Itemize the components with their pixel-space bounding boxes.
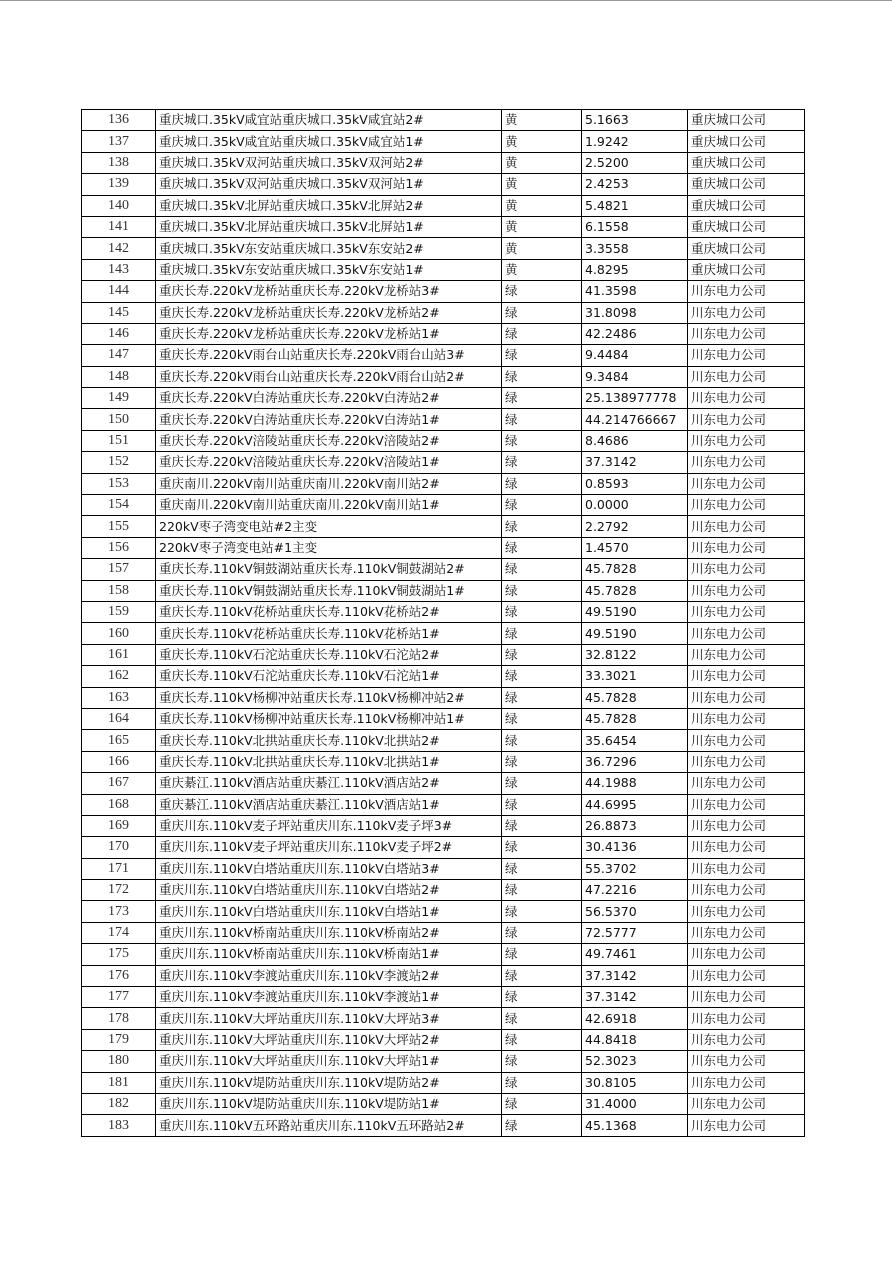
value-cell: 35.6454 [582, 730, 688, 751]
value-cell: 56.5370 [582, 901, 688, 922]
substation-name-cell: 重庆长寿.220kV白涛站重庆长寿.220kV白涛站2# [156, 388, 502, 409]
status-color-cell: 绿 [502, 388, 582, 409]
substation-name-cell: 重庆川东.110kV李渡站重庆川东.110kV李渡站2# [156, 965, 502, 986]
substation-name-cell: 重庆川东.110kV李渡站重庆川东.110kV李渡站1# [156, 987, 502, 1008]
company-cell: 川东电力公司 [688, 666, 805, 687]
substation-name-cell: 重庆城口.35kV双河站重庆城口.35kV双河站2# [156, 152, 502, 173]
company-cell: 重庆城口公司 [688, 238, 805, 259]
value-cell: 37.3142 [582, 452, 688, 473]
company-cell: 川东电力公司 [688, 366, 805, 387]
row-number-cell: 163 [82, 687, 156, 708]
company-cell: 川东电力公司 [688, 302, 805, 323]
substation-name-cell: 重庆川东.110kV五环路站重庆川东.110kV五环路站2# [156, 1115, 502, 1136]
value-cell: 6.1558 [582, 216, 688, 237]
status-color-cell: 绿 [502, 302, 582, 323]
substation-name-cell: 重庆长寿.110kV杨柳冲站重庆长寿.110kV杨柳冲站2# [156, 687, 502, 708]
status-color-cell: 绿 [502, 495, 582, 516]
row-number-cell: 147 [82, 345, 156, 366]
value-cell: 5.1663 [582, 110, 688, 131]
substation-name-cell: 重庆长寿.220kV白涛站重庆长寿.220kV白涛站1# [156, 409, 502, 430]
status-color-cell: 绿 [502, 944, 582, 965]
row-number-cell: 169 [82, 815, 156, 836]
company-cell: 川东电力公司 [688, 601, 805, 622]
company-cell: 川东电力公司 [688, 944, 805, 965]
value-cell: 41.3598 [582, 281, 688, 302]
company-cell: 川东电力公司 [688, 1029, 805, 1050]
substation-name-cell: 重庆长寿.110kV铜鼓湖站重庆长寿.110kV铜鼓湖站1# [156, 580, 502, 601]
table-row [82, 858, 805, 879]
company-cell: 川东电力公司 [688, 1093, 805, 1114]
value-cell: 49.7461 [582, 944, 688, 965]
status-color-cell: 绿 [502, 345, 582, 366]
value-cell: 1.4570 [582, 537, 688, 558]
row-number-cell: 158 [82, 580, 156, 601]
substation-name-cell: 重庆川东.110kV桥南站重庆川东.110kV桥南站1# [156, 944, 502, 965]
value-cell: 36.7296 [582, 751, 688, 772]
table-row [82, 473, 805, 494]
status-color-cell: 绿 [502, 773, 582, 794]
table-row [82, 944, 805, 965]
row-number-cell: 174 [82, 922, 156, 943]
row-number-cell: 136 [82, 110, 156, 131]
row-number-cell: 170 [82, 837, 156, 858]
substation-name-cell: 重庆长寿.220kV涪陵站重庆长寿.220kV涪陵站1# [156, 452, 502, 473]
substation-name-cell: 重庆綦江.110kV酒店站重庆綦江.110kV酒店站1# [156, 794, 502, 815]
value-cell: 26.8873 [582, 815, 688, 836]
table-row [82, 794, 805, 815]
substation-name-cell: 220kV枣子湾变电站#1主变 [156, 537, 502, 558]
table-row [82, 580, 805, 601]
row-number-cell: 162 [82, 666, 156, 687]
substation-name-cell: 重庆长寿.220kV涪陵站重庆长寿.220kV涪陵站2# [156, 430, 502, 451]
substation-name-cell: 重庆川东.110kV桥南站重庆川东.110kV桥南站2# [156, 922, 502, 943]
substation-name-cell: 重庆城口.35kV北屏站重庆城口.35kV北屏站1# [156, 216, 502, 237]
row-number-cell: 183 [82, 1115, 156, 1136]
value-cell: 42.2486 [582, 323, 688, 344]
row-number-cell: 168 [82, 794, 156, 815]
value-cell: 31.4000 [582, 1093, 688, 1114]
table-row [82, 751, 805, 772]
substation-name-cell: 重庆长寿.110kV石沱站重庆长寿.110kV石沱站1# [156, 666, 502, 687]
substation-name-cell: 重庆川东.110kV大坪站重庆川东.110kV大坪站3# [156, 1008, 502, 1029]
status-color-cell: 绿 [502, 323, 582, 344]
table-row [82, 302, 805, 323]
table-row [82, 345, 805, 366]
row-number-cell: 176 [82, 965, 156, 986]
table-row [82, 131, 805, 152]
table-row [82, 623, 805, 644]
table-row [82, 687, 805, 708]
company-cell: 川东电力公司 [688, 559, 805, 580]
substation-name-cell: 重庆长寿.110kV石沱站重庆长寿.110kV石沱站2# [156, 644, 502, 665]
row-number-cell: 171 [82, 858, 156, 879]
substation-name-cell: 重庆城口.35kV咸宜站重庆城口.35kV咸宜站1# [156, 131, 502, 152]
value-cell: 32.8122 [582, 644, 688, 665]
substation-name-cell: 重庆城口.35kV东安站重庆城口.35kV东安站1# [156, 259, 502, 280]
row-number-cell: 156 [82, 537, 156, 558]
company-cell: 川东电力公司 [688, 922, 805, 943]
value-cell: 44.8418 [582, 1029, 688, 1050]
row-number-cell: 167 [82, 773, 156, 794]
table-row [82, 880, 805, 901]
table-row [82, 666, 805, 687]
value-cell: 45.7828 [582, 559, 688, 580]
status-color-cell: 绿 [502, 965, 582, 986]
status-color-cell: 黄 [502, 195, 582, 216]
table-row [82, 238, 805, 259]
value-cell: 37.3142 [582, 987, 688, 1008]
substation-name-cell: 重庆长寿.110kV杨柳冲站重庆长寿.110kV杨柳冲站1# [156, 708, 502, 729]
table-row [82, 1115, 805, 1136]
company-cell: 川东电力公司 [688, 623, 805, 644]
status-color-cell: 绿 [502, 1093, 582, 1114]
table-row [82, 837, 805, 858]
company-cell: 川东电力公司 [688, 880, 805, 901]
value-cell: 44.6995 [582, 794, 688, 815]
value-cell: 42.6918 [582, 1008, 688, 1029]
company-cell: 川东电力公司 [688, 495, 805, 516]
table-row [82, 965, 805, 986]
company-cell: 川东电力公司 [688, 537, 805, 558]
value-cell: 30.4136 [582, 837, 688, 858]
substation-name-cell: 重庆长寿.110kV铜鼓湖站重庆长寿.110kV铜鼓湖站2# [156, 559, 502, 580]
status-color-cell: 绿 [502, 1029, 582, 1050]
company-cell: 重庆城口公司 [688, 131, 805, 152]
row-number-cell: 175 [82, 944, 156, 965]
substation-name-cell: 重庆川东.110kV堤防站重庆川东.110kV堤防站2# [156, 1072, 502, 1093]
row-number-cell: 157 [82, 559, 156, 580]
substation-name-cell: 重庆长寿.220kV龙桥站重庆长寿.220kV龙桥站2# [156, 302, 502, 323]
table-row [82, 216, 805, 237]
table-row [82, 1008, 805, 1029]
table-row [82, 901, 805, 922]
table-row [82, 1051, 805, 1072]
row-number-cell: 137 [82, 131, 156, 152]
substation-name-cell: 重庆川东.110kV白塔站重庆川东.110kV白塔站1# [156, 901, 502, 922]
row-number-cell: 143 [82, 259, 156, 280]
company-cell: 川东电力公司 [688, 794, 805, 815]
substation-name-cell: 重庆长寿.110kV北拱站重庆长寿.110kV北拱站2# [156, 730, 502, 751]
substation-table [81, 109, 805, 1137]
row-number-cell: 139 [82, 174, 156, 195]
company-cell: 川东电力公司 [688, 516, 805, 537]
value-cell: 9.4484 [582, 345, 688, 366]
status-color-cell: 绿 [502, 858, 582, 879]
company-cell: 川东电力公司 [688, 815, 805, 836]
row-number-cell: 161 [82, 644, 156, 665]
table-row [82, 730, 805, 751]
substation-name-cell: 重庆长寿.220kV龙桥站重庆长寿.220kV龙桥站3# [156, 281, 502, 302]
status-color-cell: 绿 [502, 366, 582, 387]
table-row [82, 537, 805, 558]
company-cell: 重庆城口公司 [688, 174, 805, 195]
status-color-cell: 绿 [502, 687, 582, 708]
company-cell: 重庆城口公司 [688, 216, 805, 237]
table-row [82, 174, 805, 195]
substation-name-cell: 重庆长寿.220kV龙桥站重庆长寿.220kV龙桥站1# [156, 323, 502, 344]
table-row [82, 1029, 805, 1050]
substation-name-cell: 重庆川东.110kV白塔站重庆川东.110kV白塔站2# [156, 880, 502, 901]
company-cell: 川东电力公司 [688, 452, 805, 473]
substation-name-cell: 重庆川东.110kV白塔站重庆川东.110kV白塔站3# [156, 858, 502, 879]
status-color-cell: 绿 [502, 1072, 582, 1093]
company-cell: 川东电力公司 [688, 965, 805, 986]
substation-name-cell: 重庆川东.110kV大坪站重庆川东.110kV大坪站2# [156, 1029, 502, 1050]
company-cell: 川东电力公司 [688, 323, 805, 344]
value-cell: 49.5190 [582, 623, 688, 644]
table-row [82, 323, 805, 344]
status-color-cell: 绿 [502, 537, 582, 558]
substation-name-cell: 220kV枣子湾变电站#2主变 [156, 516, 502, 537]
value-cell: 3.3558 [582, 238, 688, 259]
status-color-cell: 绿 [502, 409, 582, 430]
row-number-cell: 152 [82, 452, 156, 473]
row-number-cell: 151 [82, 430, 156, 451]
company-cell: 川东电力公司 [688, 1051, 805, 1072]
status-color-cell: 绿 [502, 987, 582, 1008]
status-color-cell: 绿 [502, 901, 582, 922]
table-row [82, 388, 805, 409]
row-number-cell: 164 [82, 708, 156, 729]
company-cell: 川东电力公司 [688, 708, 805, 729]
row-number-cell: 159 [82, 601, 156, 622]
value-cell: 55.3702 [582, 858, 688, 879]
status-color-cell: 绿 [502, 601, 582, 622]
company-cell: 川东电力公司 [688, 1115, 805, 1136]
value-cell: 45.7828 [582, 708, 688, 729]
table-row [82, 430, 805, 451]
table-row [82, 922, 805, 943]
substation-name-cell: 重庆城口.35kV东安站重庆城口.35kV东安站2# [156, 238, 502, 259]
row-number-cell: 141 [82, 216, 156, 237]
row-number-cell: 138 [82, 152, 156, 173]
table-row [82, 259, 805, 280]
value-cell: 37.3142 [582, 965, 688, 986]
status-color-cell: 绿 [502, 430, 582, 451]
company-cell: 川东电力公司 [688, 430, 805, 451]
company-cell: 川东电力公司 [688, 687, 805, 708]
company-cell: 川东电力公司 [688, 473, 805, 494]
value-cell: 33.3021 [582, 666, 688, 687]
status-color-cell: 绿 [502, 837, 582, 858]
company-cell: 川东电力公司 [688, 580, 805, 601]
status-color-cell: 黄 [502, 259, 582, 280]
company-cell: 重庆城口公司 [688, 195, 805, 216]
row-number-cell: 179 [82, 1029, 156, 1050]
row-number-cell: 154 [82, 495, 156, 516]
company-cell: 川东电力公司 [688, 409, 805, 430]
table-row [82, 516, 805, 537]
table-row [82, 644, 805, 665]
table-row [82, 281, 805, 302]
row-number-cell: 177 [82, 987, 156, 1008]
row-number-cell: 166 [82, 751, 156, 772]
substation-name-cell: 重庆南川.220kV南川站重庆南川.220kV南川站1# [156, 495, 502, 516]
company-cell: 川东电力公司 [688, 987, 805, 1008]
status-color-cell: 绿 [502, 516, 582, 537]
substation-name-cell: 重庆长寿.220kV雨台山站重庆长寿.220kV雨台山站3# [156, 345, 502, 366]
value-cell: 1.9242 [582, 131, 688, 152]
table-row [82, 195, 805, 216]
value-cell: 72.5777 [582, 922, 688, 943]
substation-name-cell: 重庆长寿.110kV花桥站重庆长寿.110kV花桥站1# [156, 623, 502, 644]
table-row [82, 1093, 805, 1114]
status-color-cell: 绿 [502, 473, 582, 494]
substation-name-cell: 重庆长寿.110kV北拱站重庆长寿.110kV北拱站1# [156, 751, 502, 772]
value-cell: 52.3023 [582, 1051, 688, 1072]
substation-name-cell: 重庆川东.110kV麦子坪站重庆川东.110kV麦子坪3# [156, 815, 502, 836]
value-cell: 4.8295 [582, 259, 688, 280]
table-row [82, 708, 805, 729]
status-color-cell: 绿 [502, 708, 582, 729]
company-cell: 川东电力公司 [688, 773, 805, 794]
substation-name-cell: 重庆綦江.110kV酒店站重庆綦江.110kV酒店站2# [156, 773, 502, 794]
row-number-cell: 173 [82, 901, 156, 922]
value-cell: 45.7828 [582, 687, 688, 708]
row-number-cell: 182 [82, 1093, 156, 1114]
status-color-cell: 绿 [502, 922, 582, 943]
row-number-cell: 142 [82, 238, 156, 259]
status-color-cell: 绿 [502, 815, 582, 836]
company-cell: 川东电力公司 [688, 751, 805, 772]
company-cell: 川东电力公司 [688, 388, 805, 409]
row-number-cell: 165 [82, 730, 156, 751]
value-cell: 45.1368 [582, 1115, 688, 1136]
row-number-cell: 149 [82, 388, 156, 409]
table-row [82, 773, 805, 794]
row-number-cell: 140 [82, 195, 156, 216]
company-cell: 川东电力公司 [688, 858, 805, 879]
substation-name-cell: 重庆城口.35kV双河站重庆城口.35kV双河站1# [156, 174, 502, 195]
value-cell: 5.4821 [582, 195, 688, 216]
substation-name-cell: 重庆川东.110kV麦子坪站重庆川东.110kV麦子坪2# [156, 837, 502, 858]
substation-name-cell: 重庆南川.220kV南川站重庆南川.220kV南川站2# [156, 473, 502, 494]
value-cell: 2.4253 [582, 174, 688, 195]
value-cell: 25.138977778 [582, 388, 688, 409]
table-row [82, 559, 805, 580]
status-color-cell: 黄 [502, 216, 582, 237]
status-color-cell: 绿 [502, 666, 582, 687]
value-cell: 31.8098 [582, 302, 688, 323]
value-cell: 47.2216 [582, 880, 688, 901]
status-color-cell: 绿 [502, 751, 582, 772]
value-cell: 2.2792 [582, 516, 688, 537]
status-color-cell: 绿 [502, 1008, 582, 1029]
table-row [82, 815, 805, 836]
status-color-cell: 绿 [502, 880, 582, 901]
substation-name-cell: 重庆川东.110kV大坪站重庆川东.110kV大坪站1# [156, 1051, 502, 1072]
row-number-cell: 150 [82, 409, 156, 430]
status-color-cell: 绿 [502, 580, 582, 601]
value-cell: 0.8593 [582, 473, 688, 494]
table-row [82, 110, 805, 131]
row-number-cell: 181 [82, 1072, 156, 1093]
table-row [82, 452, 805, 473]
table-row [82, 409, 805, 430]
company-cell: 重庆城口公司 [688, 152, 805, 173]
status-color-cell: 黄 [502, 152, 582, 173]
status-color-cell: 黄 [502, 131, 582, 152]
status-color-cell: 绿 [502, 794, 582, 815]
substation-name-cell: 重庆长寿.220kV雨台山站重庆长寿.220kV雨台山站2# [156, 366, 502, 387]
value-cell: 2.5200 [582, 152, 688, 173]
company-cell: 川东电力公司 [688, 644, 805, 665]
status-color-cell: 黄 [502, 174, 582, 195]
row-number-cell: 148 [82, 366, 156, 387]
value-cell: 44.1988 [582, 773, 688, 794]
company-cell: 川东电力公司 [688, 901, 805, 922]
substation-name-cell: 重庆长寿.110kV花桥站重庆长寿.110kV花桥站2# [156, 601, 502, 622]
company-cell: 重庆城口公司 [688, 259, 805, 280]
company-cell: 川东电力公司 [688, 1072, 805, 1093]
value-cell: 30.8105 [582, 1072, 688, 1093]
substation-name-cell: 重庆城口.35kV咸宜站重庆城口.35kV咸宜站2# [156, 110, 502, 131]
status-color-cell: 绿 [502, 559, 582, 580]
table-row [82, 1072, 805, 1093]
row-number-cell: 180 [82, 1051, 156, 1072]
table-row [82, 601, 805, 622]
table-row [82, 152, 805, 173]
value-cell: 8.4686 [582, 430, 688, 451]
value-cell: 45.7828 [582, 580, 688, 601]
row-number-cell: 145 [82, 302, 156, 323]
table-row [82, 366, 805, 387]
value-cell: 44.214766667 [582, 409, 688, 430]
value-cell: 49.5190 [582, 601, 688, 622]
value-cell: 0.0000 [582, 495, 688, 516]
row-number-cell: 178 [82, 1008, 156, 1029]
status-color-cell: 绿 [502, 730, 582, 751]
table-row [82, 987, 805, 1008]
table-row [82, 495, 805, 516]
company-cell: 重庆城口公司 [688, 110, 805, 131]
company-cell: 川东电力公司 [688, 730, 805, 751]
value-cell: 9.3484 [582, 366, 688, 387]
row-number-cell: 153 [82, 473, 156, 494]
company-cell: 川东电力公司 [688, 345, 805, 366]
company-cell: 川东电力公司 [688, 1008, 805, 1029]
company-cell: 川东电力公司 [688, 837, 805, 858]
status-color-cell: 绿 [502, 452, 582, 473]
row-number-cell: 146 [82, 323, 156, 344]
status-color-cell: 黄 [502, 238, 582, 259]
row-number-cell: 160 [82, 623, 156, 644]
company-cell: 川东电力公司 [688, 281, 805, 302]
status-color-cell: 绿 [502, 623, 582, 644]
status-color-cell: 绿 [502, 1115, 582, 1136]
status-color-cell: 绿 [502, 281, 582, 302]
status-color-cell: 黄 [502, 110, 582, 131]
row-number-cell: 155 [82, 516, 156, 537]
row-number-cell: 144 [82, 281, 156, 302]
substation-name-cell: 重庆城口.35kV北屏站重庆城口.35kV北屏站2# [156, 195, 502, 216]
status-color-cell: 绿 [502, 644, 582, 665]
status-color-cell: 绿 [502, 1051, 582, 1072]
substation-name-cell: 重庆川东.110kV堤防站重庆川东.110kV堤防站1# [156, 1093, 502, 1114]
row-number-cell: 172 [82, 880, 156, 901]
